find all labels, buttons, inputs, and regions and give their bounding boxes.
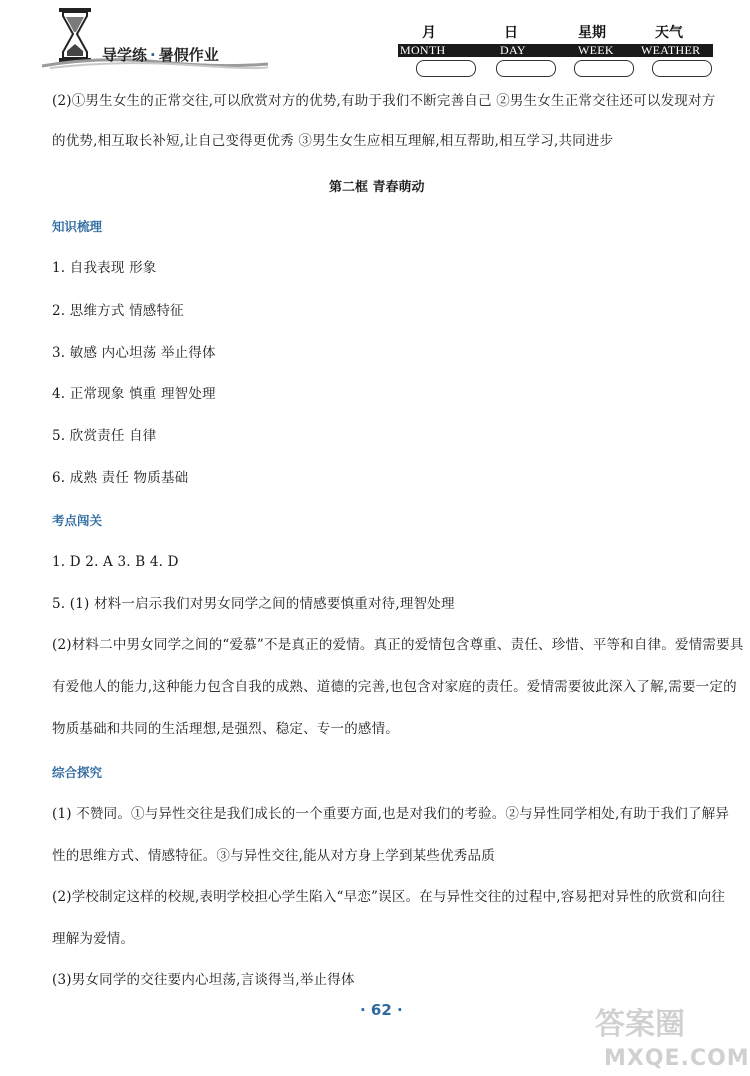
brand-name: 导学练 [102,46,148,64]
knowledge-item: 2. 思维方式 情感特征 [52,303,184,319]
explore-answer-line: (3)男女同学的交往要内心坦荡,言谈得当,举止得体 [52,972,355,988]
exam-answer-line: 物质基础和共同的生活理想,是强烈、稳定、专一的感情。 [52,721,399,737]
exam-answer-line: 1. D 2. A 3. B 4. D [52,554,179,570]
weather-input-box[interactable] [652,60,712,77]
exam-answer-line: 5. (1) 材料一启示我们对男女同学之间的情感要慎重对待,理智处理 [52,596,455,612]
week-label-en: WEEK [578,43,614,57]
explore-answer-line: 理解为爱情。 [52,931,135,947]
lesson-title: 第二框 青春萌动 [329,180,425,195]
month-input-box[interactable] [416,60,476,77]
explore-answer-line: 性的思维方式、情感特征。③与异性交往,能从对方身上学到某些优秀品质 [52,848,495,864]
week-label: 星期 [578,25,606,41]
explore-answer-line: (2)学校制定这样的校规,表明学校担心学生陷入“早恋”误区。在与异性交往的过程中,容易把对异性的欣赏和向往 [52,889,726,905]
brand-separator: · [150,46,156,64]
knowledge-item: 1. 自我表现 形象 [52,260,157,276]
section-heading-exam: 考点闯关 [52,513,103,528]
section-heading-explore: 综合探究 [52,765,103,780]
watermark-logo: 答案圈 [595,1007,685,1042]
page-number: · 62 · [360,1001,403,1019]
day-label-en: DAY [500,43,526,57]
weather-label: 天气 [655,25,683,41]
watermark-url: MXQE.COM [604,1046,750,1071]
knowledge-item: 4. 正常现象 慎重 理智处理 [52,386,216,402]
month-label-en: MONTH [400,43,446,57]
explore-answer-line: (1) 不赞同。①与异性交往是我们成长的一个重要方面,也是对我们的考验。②与异性同学相处,有助于我们了解异 [52,806,730,822]
day-input-box[interactable] [496,60,556,77]
text-line: (2)①男生女生的正常交往,可以欣赏对方的优势,有助于我们不断完善自己 ②男生女生正常交往还可以发现对方 [52,93,716,109]
section-heading-knowledge: 知识梳理 [52,219,103,234]
knowledge-item: 5. 欣赏责任 自律 [52,428,157,444]
day-label: 日 [504,25,518,41]
knowledge-item: 6. 成熟 责任 物质基础 [52,470,189,486]
week-input-box[interactable] [574,60,634,77]
exam-answer-line: 有爱他人的能力,这种能力包含自我的成熟、道德的完善,也包含对家庭的责任。爱情需要彼此深入了解,需要一定的 [52,679,737,695]
text-line: 的优势,相互取长补短,让自己变得更优秀 ③男生女生应相互理解,相互帮助,相互学习,共同进步 [52,133,614,149]
brand-subtitle: 暑假作业 [158,46,219,64]
brand-logo-text [102,44,219,65]
knowledge-item: 3. 敏感 内心坦荡 举止得体 [52,345,216,361]
weather-label-en: WEATHER [641,43,701,57]
month-label: 月 [422,25,436,41]
exam-answer-line: (2)材料二中男女同学之间的“爱慕”不是真正的爱情。真正的爱情包含尊重、责任、珍惜、平等和自律。爱情需要具 [52,637,744,653]
